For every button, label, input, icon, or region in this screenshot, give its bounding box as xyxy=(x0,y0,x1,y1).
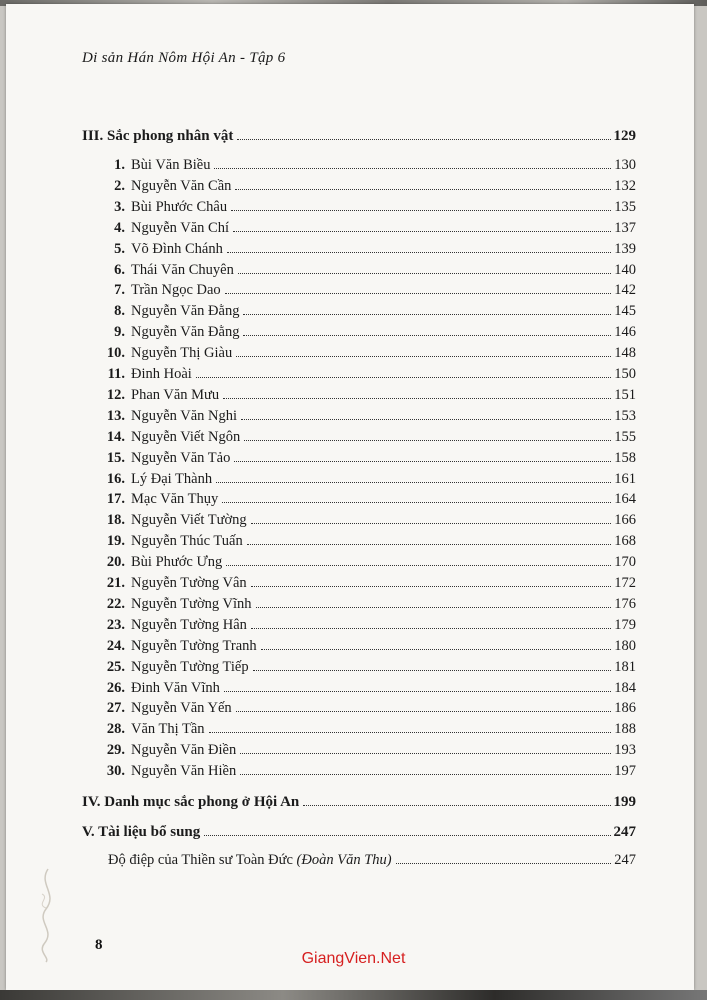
supplement-title: Độ điệp của Thiền sư Toàn Đức xyxy=(108,852,293,868)
dot-leader xyxy=(261,649,612,650)
toc-page-number: 158 xyxy=(614,449,636,466)
toc-page-number: 184 xyxy=(614,679,636,696)
toc-item-title: Nguyễn Văn Hiền xyxy=(131,763,237,780)
toc-page-number: 142 xyxy=(614,282,636,299)
toc-item-title: Đinh Hoài xyxy=(131,366,192,382)
toc-item-title: Lý Đại Thành xyxy=(131,470,213,487)
toc-item-number: 19. xyxy=(106,533,125,550)
toc-page-number: 155 xyxy=(614,428,636,445)
toc-item-title: Nguyễn Văn Cần xyxy=(131,177,232,194)
dot-leader xyxy=(241,419,611,420)
toc-item[interactable] xyxy=(101,324,636,341)
dot-leader xyxy=(236,711,612,712)
dot-leader xyxy=(240,774,611,775)
toc-item[interactable] xyxy=(101,303,636,320)
toc-item[interactable] xyxy=(101,575,636,592)
toc-page-number: 161 xyxy=(614,470,636,487)
toc-item[interactable] xyxy=(101,596,636,613)
toc-item-title: Nguyễn Văn Tảo xyxy=(131,449,231,466)
toc-page-number: 172 xyxy=(614,575,636,591)
toc-item-title: Nguyễn Thị Giàu xyxy=(131,345,233,362)
page-number: 8 xyxy=(95,937,103,953)
dot-leader xyxy=(222,502,611,503)
toc-page-number: 168 xyxy=(614,533,636,550)
dot-leader xyxy=(243,314,611,315)
toc-item-number: 15. xyxy=(106,449,125,466)
toc-item[interactable] xyxy=(101,345,636,362)
toc-section-title: III. Sắc phong nhân vật xyxy=(82,128,234,144)
toc-item[interactable] xyxy=(101,241,636,258)
toc-section-v[interactable] xyxy=(82,824,636,841)
toc-item[interactable] xyxy=(101,178,636,195)
toc-item-number: 7. xyxy=(114,282,125,299)
dot-leader xyxy=(223,398,611,399)
toc-item-title: Đinh Văn Vĩnh xyxy=(131,679,220,696)
toc-item-number: 29. xyxy=(106,742,125,759)
toc-page-number: 193 xyxy=(614,742,636,759)
toc-item-number: 8. xyxy=(114,303,125,320)
toc-page-number: 129 xyxy=(613,128,636,144)
toc-item-number: 28. xyxy=(106,721,125,738)
dot-leader xyxy=(237,139,610,140)
toc-item-title: Nguyễn Văn Điền xyxy=(131,742,237,759)
toc-item-number: 14. xyxy=(106,428,125,445)
dot-leader xyxy=(256,607,612,608)
toc-item-number: 12. xyxy=(106,386,125,403)
toc-item-title: Nguyễn Tường Tiếp xyxy=(131,658,249,675)
toc-item[interactable] xyxy=(101,721,636,738)
toc-page-number: 181 xyxy=(614,658,636,675)
toc-item[interactable] xyxy=(101,680,636,697)
toc-item-number: 27. xyxy=(106,700,125,717)
toc-page-number: 186 xyxy=(614,700,636,717)
book-bottom-edge xyxy=(0,990,707,1000)
toc-item-number: 26. xyxy=(106,679,125,696)
toc-item-number: 1. xyxy=(114,157,125,173)
toc-item[interactable] xyxy=(101,408,636,425)
toc-item-number: 9. xyxy=(114,324,125,341)
toc-item-number: 24. xyxy=(106,637,125,654)
toc-item-title: Nguyễn Viết Tường xyxy=(131,512,247,529)
toc-item-title: Nguyễn Tường Vân xyxy=(131,575,247,591)
toc-item-title: Bùi Phước Ưng xyxy=(131,554,223,571)
toc-page-number: 188 xyxy=(614,721,636,738)
dot-leader xyxy=(238,273,611,274)
dot-leader xyxy=(214,168,611,169)
toc-item-number: 16. xyxy=(106,470,125,487)
toc-page-number: 135 xyxy=(614,198,636,215)
toc-page-number: 150 xyxy=(614,366,636,382)
toc-item[interactable] xyxy=(101,659,636,676)
toc-item-number: 21. xyxy=(106,575,125,591)
dot-leader xyxy=(231,210,611,211)
toc-item[interactable] xyxy=(101,366,636,383)
toc-item-number: 18. xyxy=(106,512,125,529)
dot-leader xyxy=(227,252,611,253)
toc-page-number: 170 xyxy=(614,554,636,571)
dot-leader xyxy=(224,691,611,692)
toc-page-number: 247 xyxy=(614,852,636,868)
toc-item[interactable] xyxy=(101,282,636,299)
toc-item-title: Nguyễn Thúc Tuấn xyxy=(131,533,243,550)
running-header: Di sản Hán Nôm Hội An - Tập 6 xyxy=(82,50,286,66)
dot-leader xyxy=(209,732,612,733)
toc-page-number: 164 xyxy=(614,491,636,508)
book-page xyxy=(6,4,694,990)
dot-leader xyxy=(226,565,611,566)
dot-leader xyxy=(216,482,611,483)
toc-item[interactable] xyxy=(101,491,636,508)
toc-item[interactable] xyxy=(101,387,636,404)
toc-item[interactable] xyxy=(101,220,636,237)
toc-item-number: 30. xyxy=(106,763,125,780)
dot-leader xyxy=(251,586,612,587)
toc-item[interactable] xyxy=(101,638,636,655)
toc-item[interactable] xyxy=(101,157,636,174)
dot-leader xyxy=(247,544,612,545)
toc-item-number: 5. xyxy=(114,240,125,257)
toc-item[interactable] xyxy=(101,763,636,780)
dot-leader xyxy=(396,863,612,864)
toc-item-number: 3. xyxy=(114,198,125,215)
toc-item-title: Mạc Văn Thụy xyxy=(131,491,219,508)
toc-item-title: Trần Ngọc Dao xyxy=(131,282,221,299)
toc-item-number: 25. xyxy=(106,658,125,675)
toc-page-number: 140 xyxy=(614,261,636,278)
toc-page-number: 130 xyxy=(614,157,636,173)
toc-item-title: Bùi Phước Châu xyxy=(131,198,228,215)
toc-item-title: Nguyễn Văn Nghi xyxy=(131,407,238,424)
dot-leader xyxy=(196,377,611,378)
toc-page-number: 176 xyxy=(614,595,636,612)
toc-page-number: 132 xyxy=(614,177,636,194)
toc-page-number: 247 xyxy=(613,824,636,840)
toc-item-title: Nguyễn Tường Hân xyxy=(131,616,247,633)
toc-section-title: V. Tài liệu bổ sung xyxy=(82,824,201,840)
toc-item-title: Nguyễn Văn Yến xyxy=(131,700,232,717)
toc-section-iv[interactable] xyxy=(82,794,636,811)
toc-item-title: Võ Đình Chánh xyxy=(131,240,223,257)
dot-leader xyxy=(204,835,610,836)
toc-item[interactable] xyxy=(101,742,636,759)
toc-item-title: Nguyễn Văn Đằng xyxy=(131,303,240,320)
toc-page-number: 197 xyxy=(614,763,636,780)
toc-page-number: 180 xyxy=(614,637,636,654)
supplement-author: (Đoàn Văn Thu) xyxy=(296,852,392,868)
toc-page-number: 153 xyxy=(614,407,636,424)
toc-item[interactable] xyxy=(101,262,636,279)
toc-section-title: IV. Danh mục sắc phong ở Hội An xyxy=(82,794,300,810)
toc-page-number: 179 xyxy=(614,616,636,633)
toc-item-title: Văn Thị Tần xyxy=(131,721,205,738)
toc-item-number: 20. xyxy=(106,554,125,571)
dot-leader xyxy=(244,440,611,441)
dot-leader xyxy=(225,293,612,294)
ink-ornament-decoration xyxy=(28,864,68,964)
toc-item[interactable] xyxy=(101,554,636,571)
dot-leader xyxy=(251,523,612,524)
dot-leader xyxy=(234,461,611,462)
toc-item-title: Nguyễn Tường Vĩnh xyxy=(131,595,252,612)
toc-item-number: 10. xyxy=(106,345,125,362)
toc-item[interactable] xyxy=(101,429,636,446)
toc-item-title: Thái Văn Chuyên xyxy=(131,261,234,278)
toc-entry-title xyxy=(108,852,396,869)
toc-item-number: 11. xyxy=(107,366,125,382)
toc-item-title: Phan Văn Mưu xyxy=(131,386,220,403)
toc-page-number: 146 xyxy=(614,324,636,341)
dot-leader xyxy=(233,231,611,232)
toc-item-number: 23. xyxy=(106,616,125,633)
toc-item[interactable] xyxy=(101,512,636,529)
dot-leader xyxy=(253,670,612,671)
toc-page-number: 199 xyxy=(613,794,636,810)
dot-leader xyxy=(251,628,611,629)
toc-item-number: 6. xyxy=(114,261,125,278)
toc-section-iii[interactable] xyxy=(82,128,636,145)
toc-item-title: Nguyễn Viết Ngôn xyxy=(131,428,241,445)
toc-item[interactable] xyxy=(101,700,636,717)
toc-item[interactable] xyxy=(101,199,636,216)
toc-page-number: 139 xyxy=(614,240,636,257)
toc-supplement-entry[interactable] xyxy=(108,852,636,869)
dot-leader xyxy=(236,356,611,357)
toc-item-number: 2. xyxy=(114,177,125,194)
toc-page-number: 148 xyxy=(614,345,636,362)
toc-item-title: Nguyễn Văn Chí xyxy=(131,219,230,236)
toc-page-number: 166 xyxy=(614,512,636,529)
toc-item[interactable] xyxy=(101,617,636,634)
toc-item[interactable] xyxy=(101,450,636,467)
toc-item-number: 17. xyxy=(106,491,125,508)
toc-page-number: 145 xyxy=(614,303,636,320)
toc-item-title: Nguyễn Văn Đằng xyxy=(131,324,240,341)
toc-item-number: 22. xyxy=(106,595,125,612)
dot-leader xyxy=(243,335,611,336)
toc-item-title: Nguyễn Tường Tranh xyxy=(131,637,257,654)
toc-item[interactable] xyxy=(101,533,636,550)
toc-item[interactable] xyxy=(101,471,636,488)
watermark-text: GiangVien.Net xyxy=(301,950,406,967)
toc-page-number: 151 xyxy=(614,386,636,403)
dot-leader xyxy=(235,189,611,190)
toc-item-number: 4. xyxy=(114,219,125,236)
toc-item-number: 13. xyxy=(106,407,125,424)
dot-leader xyxy=(303,805,610,806)
toc-page-number: 137 xyxy=(614,219,636,236)
toc-item-title: Bùi Văn Biều xyxy=(131,157,211,173)
dot-leader xyxy=(240,753,611,754)
